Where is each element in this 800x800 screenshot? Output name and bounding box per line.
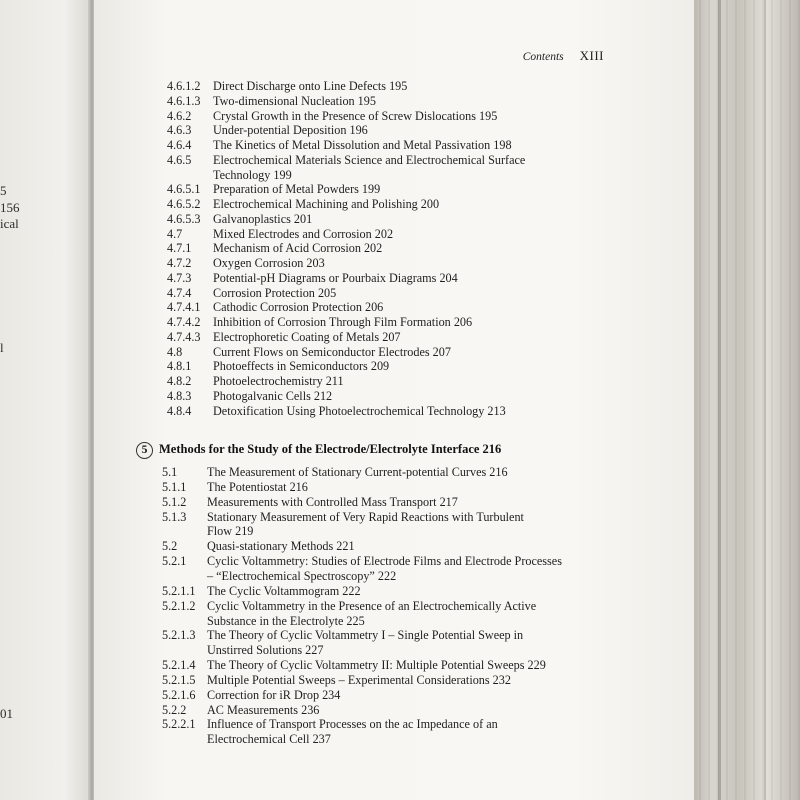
section-number: 4.7.4 xyxy=(167,285,192,300)
section-title: Influence of Transport Processes on the ac Impedance of an xyxy=(207,717,498,732)
section-number: 4.7.1 xyxy=(167,241,192,256)
section-title: Two-dimensional Nucleation 195 xyxy=(213,93,376,108)
section-number: 4.8.2 xyxy=(167,374,192,388)
section-number: 4.7.2 xyxy=(167,256,192,270)
section-title: The Theory of Cyclic Voltammetry II: Multiple Potential Sweeps 229 xyxy=(207,658,546,673)
section-title: Unstirred Solutions 227 xyxy=(207,643,324,658)
section-title: Preparation of Metal Powders 199 xyxy=(213,182,381,197)
section-title: The Measurement of Stationary Current-potential Curves 216 xyxy=(207,465,508,479)
section-title: Galvanoplastics 201 xyxy=(213,211,313,226)
section-title: Electrochemical Machining and Polishing 200 xyxy=(213,197,440,211)
section-title: Measurements with Controlled Mass Transport 217 xyxy=(207,494,458,509)
section-title: Photoeffects in Semiconductors 209 xyxy=(213,359,390,374)
section-title: Mixed Electrodes and Corrosion 202 xyxy=(213,226,394,241)
section-title: Electrophoretic Coating of Metals 207 xyxy=(213,329,401,344)
section-title: Correction for iR Drop 234 xyxy=(207,687,341,702)
section-number: 4.7.3 xyxy=(167,270,192,285)
section-number: 4.8.3 xyxy=(167,388,192,403)
section-title: Quasi-stationary Methods 221 xyxy=(207,539,355,554)
section-title: Photoelectrochemistry 211 xyxy=(213,374,344,388)
section-title: AC Measurements 236 xyxy=(207,702,320,717)
section-number: 5.2.2 xyxy=(162,702,187,717)
table-of-contents xyxy=(94,0,694,800)
section-title: Cyclic Voltammetry: Studies of Electrode Films and Electrode Processes xyxy=(207,554,562,569)
section-title: Potential-pH Diagrams or Pourbaix Diagrams 204 xyxy=(213,270,458,285)
section-title: – “Electrochemical Spectroscopy” 222 xyxy=(207,568,397,583)
section-title: Current Flows on Semiconductor Electrodes 207 xyxy=(213,344,451,359)
contents-page xyxy=(94,0,694,800)
section-number: 4.6.5.1 xyxy=(167,182,201,197)
section-number: 4.6.3 xyxy=(167,123,192,138)
section-title: Substance in the Electrolyte 225 xyxy=(207,613,365,628)
section-number: 4.6.1.3 xyxy=(167,93,201,108)
section-number: 4.7.4.3 xyxy=(167,329,201,344)
section-title: Cyclic Voltammetry in the Presence of an Electrochemically Active xyxy=(207,598,537,613)
section-number: 4.6.1.2 xyxy=(167,79,201,93)
section-number: 4.6.4 xyxy=(167,138,192,152)
section-number: 5.2 xyxy=(162,539,178,554)
section-number: 5.2.1.3 xyxy=(162,628,196,643)
page-number: XIII xyxy=(579,48,604,63)
section-title: Direct Discharge onto Line Defects 195 xyxy=(213,79,408,93)
chapter-title: Methods for the Study of the Electrode/Electrolyte Interface 216 xyxy=(159,442,502,456)
chapter-number: 5 xyxy=(136,442,153,459)
section-number: 5.2.1 xyxy=(162,554,187,569)
section-number: 5.2.1.2 xyxy=(162,598,196,613)
section-number: 5.2.1.4 xyxy=(162,658,196,673)
section-title: The Theory of Cyclic Voltammetry I – Single Potential Sweep in xyxy=(207,628,524,643)
section-title: Oxygen Corrosion 203 xyxy=(213,256,325,270)
wood-crack xyxy=(718,0,721,800)
section-number: 4.6.5.3 xyxy=(167,211,201,226)
section-title: Photogalvanic Cells 212 xyxy=(213,388,333,403)
section-number: 5.1 xyxy=(162,465,178,479)
section-number: 5.2.1.1 xyxy=(162,583,196,598)
left-page-text: 156 xyxy=(0,200,20,215)
section-number: 5.2.1.5 xyxy=(162,672,196,687)
left-page-text: ical xyxy=(0,216,19,231)
section-number: 4.7 xyxy=(167,226,183,241)
section-number: 4.6.2 xyxy=(167,108,192,123)
section-title: The Cyclic Voltammogram 222 xyxy=(207,583,361,598)
chapter-heading xyxy=(136,442,501,459)
section-title: Stationary Measurement of Very Rapid Reactions with Turbulent xyxy=(207,509,524,524)
left-page-text: 5 xyxy=(0,183,7,198)
left-page-text: 01 xyxy=(0,706,13,721)
section-title: The Potentiostat 216 xyxy=(207,479,308,494)
section-number: 5.1.3 xyxy=(162,509,187,524)
section-number: 5.2.2.1 xyxy=(162,717,196,732)
section-title: The Kinetics of Metal Dissolution and Metal Passivation 198 xyxy=(213,138,512,152)
section-number: 4.6.5 xyxy=(167,152,192,167)
section-number: 4.7.4.2 xyxy=(167,315,201,329)
section-title: Cathodic Corrosion Protection 206 xyxy=(213,300,384,315)
section-number: 4.8.4 xyxy=(167,403,192,418)
section-number: 5.1.2 xyxy=(162,494,187,509)
section-title: Corrosion Protection 205 xyxy=(213,285,337,300)
section-title: Electrochemical Materials Science and Electrochemical Surface xyxy=(213,152,526,167)
section-title: Technology 199 xyxy=(213,167,292,182)
section-title: Multiple Potential Sweeps – Experimental Considerations 232 xyxy=(207,672,511,687)
section-number: 4.6.5.2 xyxy=(167,197,201,211)
section-title: Electrochemical Cell 237 xyxy=(207,732,331,747)
running-head: Contents xyxy=(522,51,564,63)
section-title: Mechanism of Acid Corrosion 202 xyxy=(213,241,383,256)
section-title: Crystal Growth in the Presence of Screw Dislocations 195 xyxy=(213,108,498,123)
section-number: 4.8 xyxy=(167,344,183,359)
section-title: Under-potential Deposition 196 xyxy=(213,123,368,138)
wooden-background xyxy=(690,0,800,800)
left-page xyxy=(0,0,92,800)
wood-crack xyxy=(764,0,766,800)
section-number: 5.1.1 xyxy=(162,479,187,494)
section-title: Flow 219 xyxy=(207,524,254,539)
left-page-text: l xyxy=(0,340,4,355)
section-number: 4.7.4.1 xyxy=(167,300,201,315)
section-number: 4.8.1 xyxy=(167,359,192,374)
section-title: Inhibition of Corrosion Through Film Formation 206 xyxy=(213,315,473,329)
section-title: Detoxification Using Photoelectrochemical Technology 213 xyxy=(213,403,506,418)
section-number: 5.2.1.6 xyxy=(162,687,196,702)
